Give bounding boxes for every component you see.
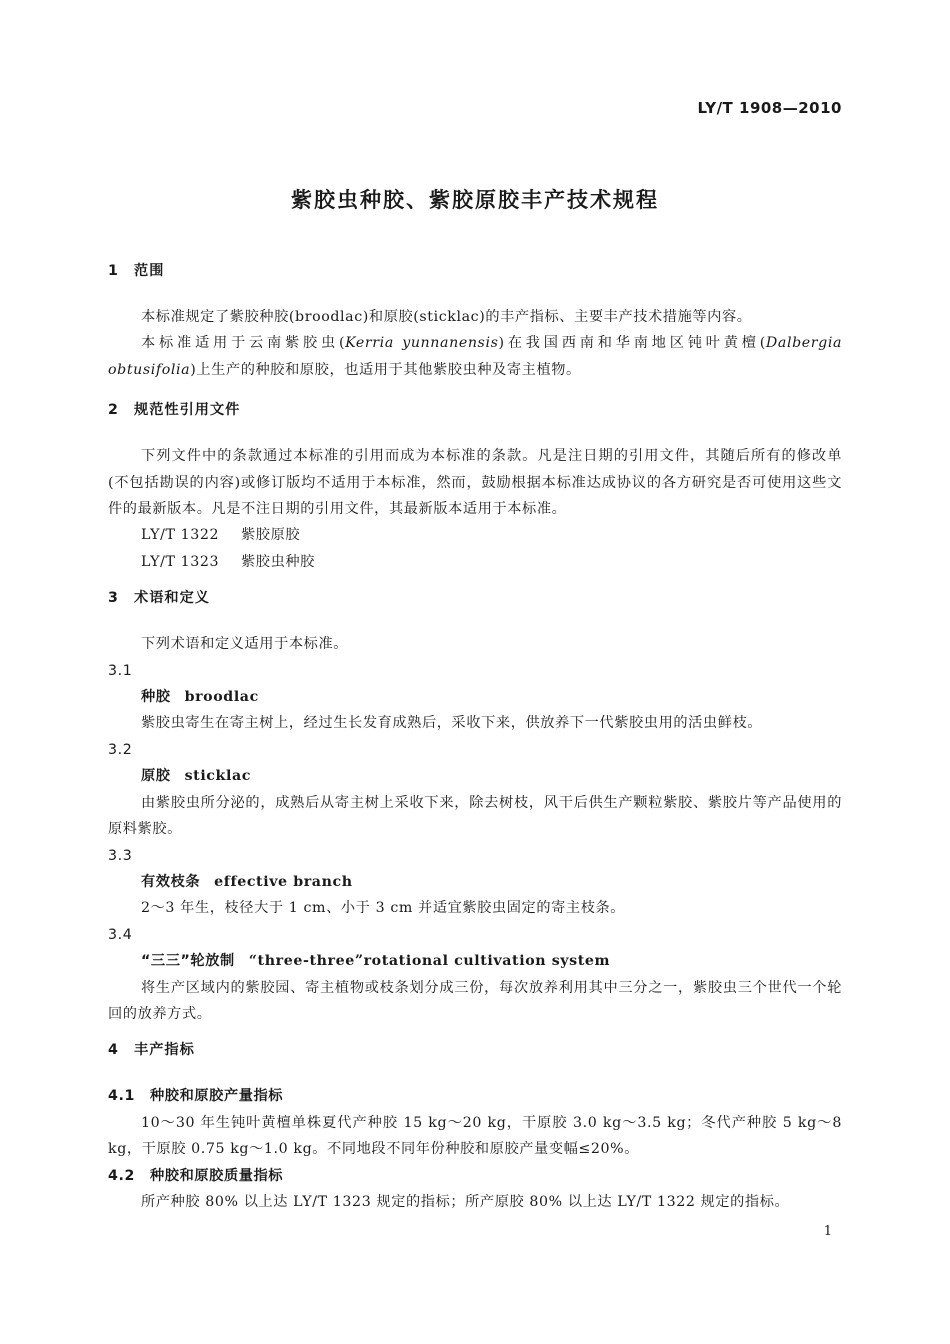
quality-indicator-text: 所产种胶 80% 以上达 LY/T 1323 规定的指标；所产原胶 80% 以上达 LY/T 1322 规定的指标。 <box>141 1193 790 1210</box>
terms-intro: 下列术语和定义适用于本标准。 <box>141 636 349 653</box>
reference-item <box>108 522 842 548</box>
term-heading <box>108 684 842 710</box>
term-number: 3.2 <box>108 741 133 758</box>
text-run: 本标准适用于云南紫胶虫( <box>141 335 346 352</box>
term-number: 3.4 <box>108 926 133 943</box>
section-heading-1 <box>108 258 842 284</box>
term-zh: 有效枝条 <box>141 873 201 890</box>
yield-indicator-text: 10～30 年生钝叶黄檀单株夏代产种胶 15 kg～20 kg，干原胶 3.0 kg～3.5 kg；冬代产种胶 5 kg～8 kg，干原胶 0.75 kg～1.0 kg。不同地段不同年份种胶和原胶产量变幅≤20%。 <box>108 1114 842 1158</box>
section-number: 1 <box>108 263 119 279</box>
term-definition: 由紫胶虫所分泌的，成熟后从寄主树上采收下来，除去树枝，风干后供生产颗粒紫胶、紫胶片等产品使用的原料紫胶。 <box>108 794 842 838</box>
term-en: sticklac <box>184 768 251 785</box>
reference-item <box>108 549 842 575</box>
term-definition: 将生产区域内的紫胶园、寄主植物或枝条划分成三份，每次放养利用其中三分之一，紫胶虫三个世代一个轮回的放养方式。 <box>108 979 842 1022</box>
document-title: 紫胶虫种胶、紫胶原胶丰产技术规程 <box>291 188 659 212</box>
section-title: 术语和定义 <box>134 590 210 607</box>
section-heading-4 <box>108 1037 842 1063</box>
references-paragraph: 下列文件中的条款通过本标准的引用而成为本标准的条款。凡是注日期的引用文件，其随后所有的修改单(不包括勘误的内容)或修订版均不适用于本标准，然而，鼓励根据本标准达成协议的各方研究是否可使用这些文件的最新版本。凡是不注日期的引用文件，其最新版本适用于本标准。 <box>108 448 842 518</box>
latin-name: Kerria yunnanensis <box>345 335 499 352</box>
term-en: “three-three”rotational cultivation system <box>248 953 611 970</box>
subsection-title: 种胶和原胶质量指标 <box>150 1167 284 1184</box>
text-run: )在我国西南和华南地区钝叶黄檀( <box>498 335 766 352</box>
reference-name: 紫胶原胶 <box>241 527 301 544</box>
reference-code: LY/T 1322 <box>141 527 220 544</box>
section-heading-2 <box>108 397 842 423</box>
page-number: 1 <box>823 1224 832 1239</box>
term-heading <box>108 763 842 789</box>
text-run: )上生产的种胶和原胶，也适用于其他紫胶虫种及寄主植物。 <box>190 361 581 378</box>
section-number: 3 <box>108 590 119 607</box>
term-zh: 原胶 <box>141 768 171 785</box>
reference-code: LY/T 1323 <box>141 553 220 570</box>
term-heading <box>108 869 842 895</box>
subsection-heading-4-2 <box>108 1163 842 1189</box>
document-body <box>108 258 842 1215</box>
term-definition: 紫胶虫寄生在寄主树上，经过生长发育成熟后，采收下来，供放养下一代紫胶虫用的活虫鲜枝。 <box>141 715 763 732</box>
subsection-heading-4-1 <box>108 1083 842 1109</box>
latin-name: Dalbergia obtusifolia <box>108 335 843 378</box>
standard-code: LY/T 1908—2010 <box>697 99 842 117</box>
term-zh: 种胶 <box>141 689 171 706</box>
term-zh: “三三”轮放制 <box>141 953 235 970</box>
section-number: 2 <box>108 402 119 419</box>
term-definition: 2～3 年生，枝径大于 1 cm、小于 3 cm 并适宜紫胶虫固定的寄主枝条。 <box>141 900 626 917</box>
subsection-number: 4.2 <box>108 1167 135 1184</box>
subsection-title: 种胶和原胶产量指标 <box>150 1088 284 1105</box>
section-title: 规范性引用文件 <box>134 402 241 419</box>
term-en: effective branch <box>214 873 353 890</box>
section-number: 4 <box>108 1042 119 1059</box>
reference-name: 紫胶虫种胶 <box>241 553 315 570</box>
subsection-number: 4.1 <box>108 1088 135 1105</box>
section-title: 丰产指标 <box>134 1042 195 1059</box>
scope-paragraph-2 <box>108 330 842 383</box>
term-number: 3.1 <box>108 662 133 679</box>
term-en: broodlac <box>184 689 259 706</box>
section-title: 范围 <box>134 263 165 279</box>
section-heading-3 <box>108 585 842 611</box>
term-heading <box>108 948 842 974</box>
scope-paragraph-1: 本标准规定了紫胶种胶(broodlac)和原胶(sticklac)的丰产指标、主要丰产技术措施等内容。 <box>141 309 752 325</box>
term-number: 3.3 <box>108 847 133 864</box>
